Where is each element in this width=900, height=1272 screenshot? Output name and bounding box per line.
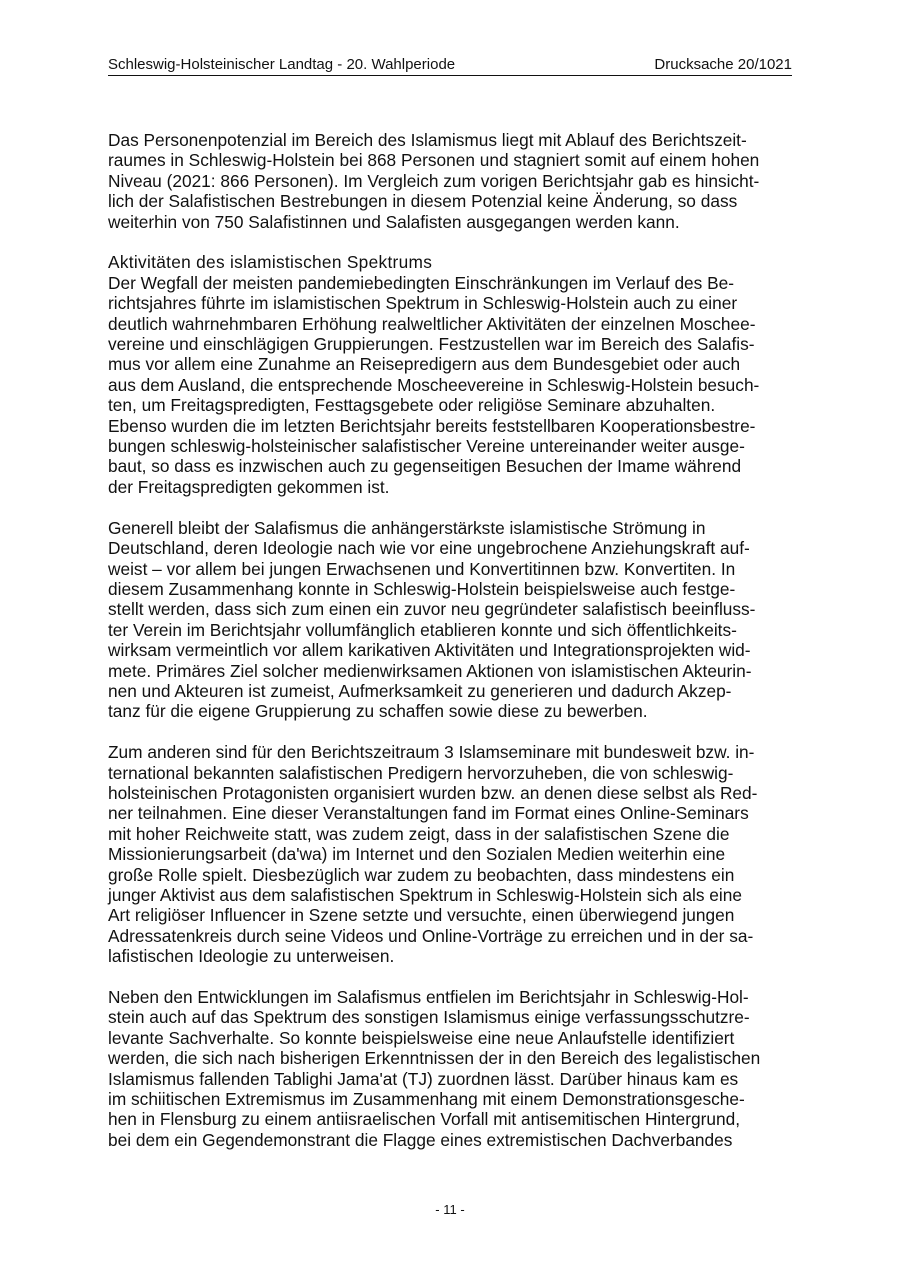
text-line: lafistischen Ideologie zu unterweisen. bbox=[108, 946, 395, 967]
text-line: lich der Salafistischen Bestrebungen in diesem Potenzial keine Änderung, so dass bbox=[108, 191, 738, 212]
text-line: Niveau (2021: 866 Personen). Im Vergleich zum vorigen Berichtsjahr gab es hinsicht- bbox=[108, 170, 760, 191]
text-line: tanz für die eigene Gruppierung zu schaffen sowie diese zu bewerben. bbox=[108, 701, 648, 722]
page-header bbox=[108, 56, 792, 76]
text-line: Art religiöser Influencer in Szene setzte und versuchte, einen überwiegend jungen bbox=[108, 905, 735, 926]
text-line: stellt werden, dass sich zum einen ein zuvor neu gegründeter salafistisch beeinfluss- bbox=[108, 599, 756, 620]
paragraph bbox=[108, 518, 794, 722]
text-line: weiterhin von 750 Salafistinnen und Salafisten ausgegangen werden kann. bbox=[108, 211, 680, 232]
paragraph bbox=[108, 252, 794, 497]
text-line: hen in Flensburg zu einem antiisraelischen Vorfall mit antisemitischen Hintergrund, bbox=[108, 1109, 741, 1130]
text-line: ten, um Freitagspredigten, Festtagsgebete oder religiöse Seminare abzuhalten. bbox=[108, 395, 716, 416]
section-heading: Aktivitäten des islamistischen Spektrums bbox=[108, 252, 433, 273]
text-line: ner teilnahmen. Eine dieser Veranstaltungen fand im Format eines Online-Seminars bbox=[108, 803, 749, 824]
text-line: große Rolle spielt. Diesbezüglich war zudem zu beobachten, dass mindestens ein bbox=[108, 864, 735, 885]
text-line: Deutschland, deren Ideologie nach wie vor eine ungebrochene Anziehungskraft auf- bbox=[108, 538, 750, 559]
document-body bbox=[108, 130, 794, 1171]
text-line: Das Personenpotenzial im Bereich des Islamismus liegt mit Ablauf des Berichtszeit- bbox=[108, 130, 747, 150]
paragraph bbox=[108, 130, 794, 232]
document-number: Drucksache 20/1021 bbox=[654, 56, 792, 73]
text-line: deutlich wahrnehmbaren Erhöhung realweltlicher Aktivitäten der einzelnen Moschee- bbox=[108, 313, 756, 334]
text-line: der Freitagspredigten gekommen ist. bbox=[108, 476, 390, 497]
text-line: Ebenso wurden die im letzten Berichtsjahr bereits feststellbaren Kooperationsbestre- bbox=[108, 415, 756, 436]
text-line: bei dem ein Gegendemonstrant die Flagge eines extremistischen Dachverbandes bbox=[108, 1129, 733, 1150]
text-line: Missionierungsarbeit (da'wa) im Internet und den Sozialen Medien weiterhin eine bbox=[108, 844, 726, 865]
text-line: im schiitischen Extremismus im Zusammenhang mit einem Demonstrationsgesche- bbox=[108, 1089, 745, 1110]
text-line: Generell bleibt der Salafismus die anhängerstärkste islamistische Strömung in bbox=[108, 517, 706, 538]
text-line: junger Aktivist aus dem salafistischen Spektrum in Schleswig-Holstein sich als eine bbox=[108, 884, 742, 905]
page-number: - 11 - bbox=[435, 1202, 465, 1217]
text-line: ternational bekannten salafistischen Predigern hervorzuheben, die von schleswig- bbox=[108, 762, 734, 783]
paragraph bbox=[108, 742, 794, 966]
text-line: Zum anderen sind für den Berichtszeitraum 3 Islamseminare mit bundesweit bzw. in- bbox=[108, 742, 755, 763]
text-line: vereine und einschlägigen Gruppierungen. Festzustellen war im Bereich des Salafis- bbox=[108, 334, 755, 355]
text-line: raumes in Schleswig-Holstein bei 868 Personen und stagniert somit auf einem hohen bbox=[108, 150, 760, 171]
text-line: ter Verein im Berichtsjahr vollumfänglich etablieren konnte und sich öffentlichkeits- bbox=[108, 619, 737, 640]
text-line: Adressatenkreis durch seine Videos und Online-Vorträge zu erreichen und in der sa- bbox=[108, 925, 754, 946]
text-line: werden, die sich nach bisherigen Erkenntnissen der in den Bereich des legalistischen bbox=[108, 1048, 761, 1069]
text-line: wirksam vermeintlich vor allem karikativen Aktivitäten und Integrationsprojekten wid- bbox=[108, 640, 751, 661]
text-line: Neben den Entwicklungen im Salafismus entfielen im Berichtsjahr in Schleswig-Hol- bbox=[108, 987, 749, 1007]
text-line: levante Sachverhalte. So konnte beispielsweise eine neue Anlaufstelle identifiziert bbox=[108, 1027, 735, 1048]
text-line: baut, so dass es inzwischen auch zu gegenseitigen Besuchen der Imame während bbox=[108, 456, 742, 477]
text-line: stein auch auf das Spektrum des sonstigen Islamismus einige verfassungsschutzre- bbox=[108, 1007, 750, 1028]
text-line: bungen schleswig-holsteinischer salafistischer Vereine untereinander weiter ausge- bbox=[108, 436, 745, 457]
text-line: diesem Zusammenhang konnte in Schleswig-Holstein beispielsweise auch festge- bbox=[108, 578, 736, 599]
header-title: Schleswig-Holsteinischer Landtag - 20. Wahlperiode bbox=[108, 56, 456, 73]
paragraph bbox=[108, 987, 794, 1150]
text-line: aus dem Ausland, die entsprechende Moscheevereine in Schleswig-Holstein besuch- bbox=[108, 374, 760, 395]
text-line: holsteinischen Protagonisten organisiert wurden bzw. an denen diese selbst als Red- bbox=[108, 782, 758, 803]
text-line: Islamismus fallenden Tablighi Jama'at (TJ) zuordnen lässt. Darüber hinaus kam es bbox=[108, 1068, 739, 1089]
text-line: richtsjahres führte im islamistischen Spektrum in Schleswig-Holstein auch zu einer bbox=[108, 293, 738, 314]
text-line: mit hoher Reichweite statt, was zudem zeigt, dass in der salafistischen Szene die bbox=[108, 823, 730, 844]
text-line: Der Wegfall der meisten pandemiebedingten Einschränkungen im Verlauf des Be- bbox=[108, 272, 735, 293]
text-line: mete. Primäres Ziel solcher medienwirksamen Aktionen von islamistischen Akteurin- bbox=[108, 660, 752, 681]
text-line: mus vor allem eine Zunahme an Reisepredigern aus dem Bundesgebiet oder auch bbox=[108, 354, 741, 375]
text-line: weist – vor allem bei jungen Erwachsenen und Konvertitinnen bzw. Konvertiten. In bbox=[108, 558, 736, 579]
text-line: nen und Akteuren ist zumeist, Aufmerksamkeit zu generieren und dadurch Akzep- bbox=[108, 680, 732, 701]
